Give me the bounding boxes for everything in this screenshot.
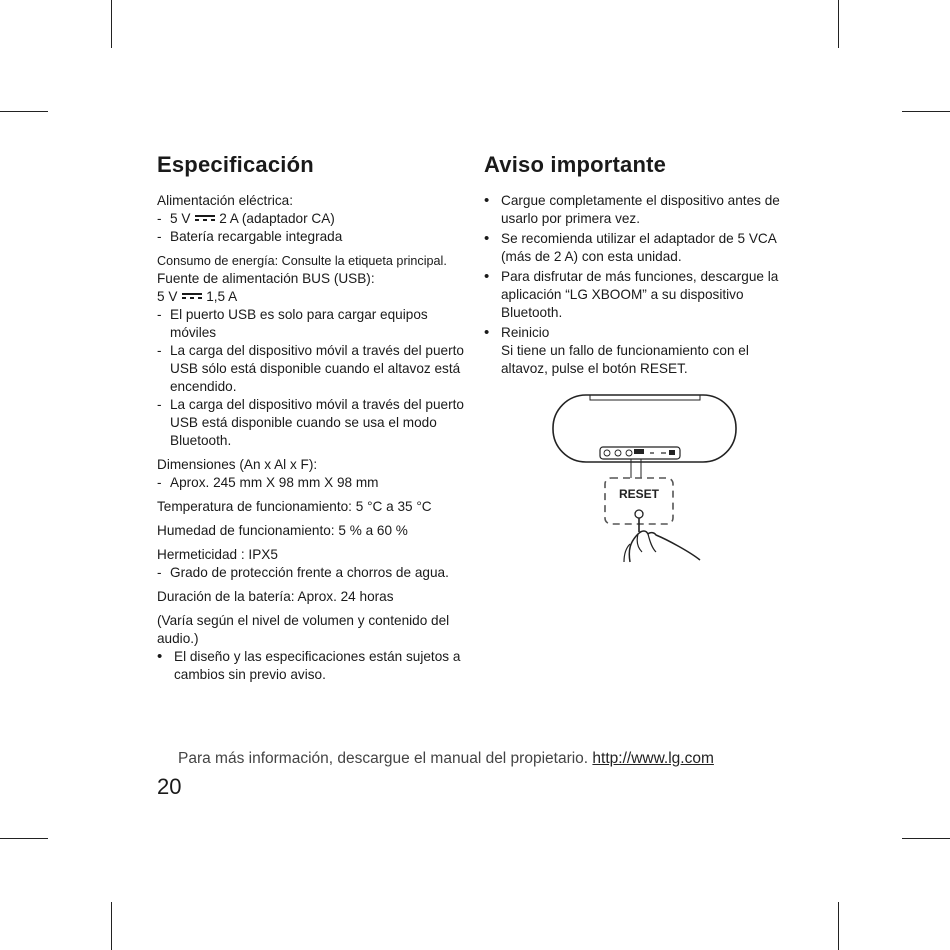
usb-voltage: 5 V xyxy=(157,289,178,304)
usb-note: - El puerto USB es solo para cargar equipos móviles xyxy=(157,306,469,342)
usb-note: - La carga del dispositivo móvil a través del puerto USB sólo está disponible cuando el altavoz está encendido. xyxy=(157,342,469,396)
usb-port-icon xyxy=(634,449,644,454)
section-title: Especificación xyxy=(157,152,314,177)
panel-port-icon xyxy=(604,450,610,456)
reset-button-icon xyxy=(635,510,643,518)
power-battery-item: - Batería recargable integrada xyxy=(157,228,469,246)
speaker-body xyxy=(553,395,736,462)
crop-mark xyxy=(0,111,48,112)
reset-text: Si tiene un fallo de funcionamiento con el altavoz, pulse el botón RESET. xyxy=(501,343,749,376)
dimensions-label: Dimensiones (An x Al x F): xyxy=(157,457,318,472)
usb-current: 1,5 A xyxy=(206,289,238,304)
usb-value xyxy=(157,288,469,306)
crop-mark xyxy=(838,0,839,48)
dc-symbol-icon xyxy=(182,292,202,300)
crop-mark xyxy=(838,902,839,950)
crop-mark xyxy=(111,902,112,950)
dc-symbol-icon xyxy=(195,214,215,222)
notice-item: • Cargue completamente el dispositivo antes de usarlo por primera vez. xyxy=(484,192,799,228)
crop-mark xyxy=(902,111,950,112)
power-adapter-current: 2 A (adaptador CA) xyxy=(219,211,335,226)
hand-finger-icon xyxy=(637,534,642,552)
crop-mark xyxy=(902,838,950,839)
hand-finger-icon xyxy=(648,534,656,552)
reset-title: • Reinicio xyxy=(501,325,550,340)
footer-note xyxy=(178,750,778,768)
panel-port-icon xyxy=(626,450,632,456)
footer-link[interactable]: http://www.lg.com xyxy=(592,750,714,767)
reset-illustration xyxy=(550,392,740,567)
dimensions-value: - Aprox. 245 mm X 98 mm X 98 mm xyxy=(157,474,469,492)
section-title: Aviso importante xyxy=(484,152,667,177)
reset-item xyxy=(484,324,799,378)
usb-note: - La carga del dispositivo móvil a través del puerto USB está disponible cuando se usa el modo Bluetooth. xyxy=(157,396,469,450)
hand-icon xyxy=(629,531,700,562)
notice-item: • Se recomienda utilizar el adaptador de 5 VCA (más de 2 A) con esta unidad. xyxy=(484,230,799,266)
panel-port-icon xyxy=(615,450,621,456)
footer-text: Para más información, descargue el manual del propietario. xyxy=(178,750,589,767)
consumption-text: Consumo de energía: Consulte la etiqueta principal. xyxy=(157,254,447,268)
battery-note-text: (Varía según el nivel de volumen y contenido del audio.) xyxy=(157,613,450,646)
usb-label: Fuente de alimentación BUS (USB): xyxy=(157,271,375,286)
reset-button-label: RESET xyxy=(618,487,660,501)
crop-mark xyxy=(0,838,48,839)
page-number: 20 xyxy=(157,774,182,799)
panel-port-icon xyxy=(669,450,675,455)
important-notice-section xyxy=(484,152,799,380)
disclaimer-item: • El diseño y las especificaciones están sujetos a cambios sin previo aviso. xyxy=(157,648,469,684)
battery-duration-text: Duración de la batería: Aprox. 24 horas xyxy=(157,589,394,604)
power-adapter-voltage: 5 V xyxy=(170,211,191,226)
sealing-note: - Grado de protección frente a chorros de agua. xyxy=(157,564,469,582)
sealing-label: Hermeticidad : IPX5 xyxy=(157,547,278,562)
temperature-text: Temperatura de funcionamiento: 5 °C a 35 °C xyxy=(157,499,432,514)
humidity-text: Humedad de funcionamiento: 5 % a 60 % xyxy=(157,523,408,538)
notice-item: • Para disfrutar de más funciones, descargue la aplicación “LG XBOOM” a su dispositivo Bluetooth. xyxy=(484,268,799,322)
reset-callout-box xyxy=(605,478,673,524)
power-label: Alimentación eléctrica: xyxy=(157,193,293,208)
power-adapter-item xyxy=(157,210,469,228)
specification-section xyxy=(157,152,469,684)
crop-mark xyxy=(111,0,112,48)
